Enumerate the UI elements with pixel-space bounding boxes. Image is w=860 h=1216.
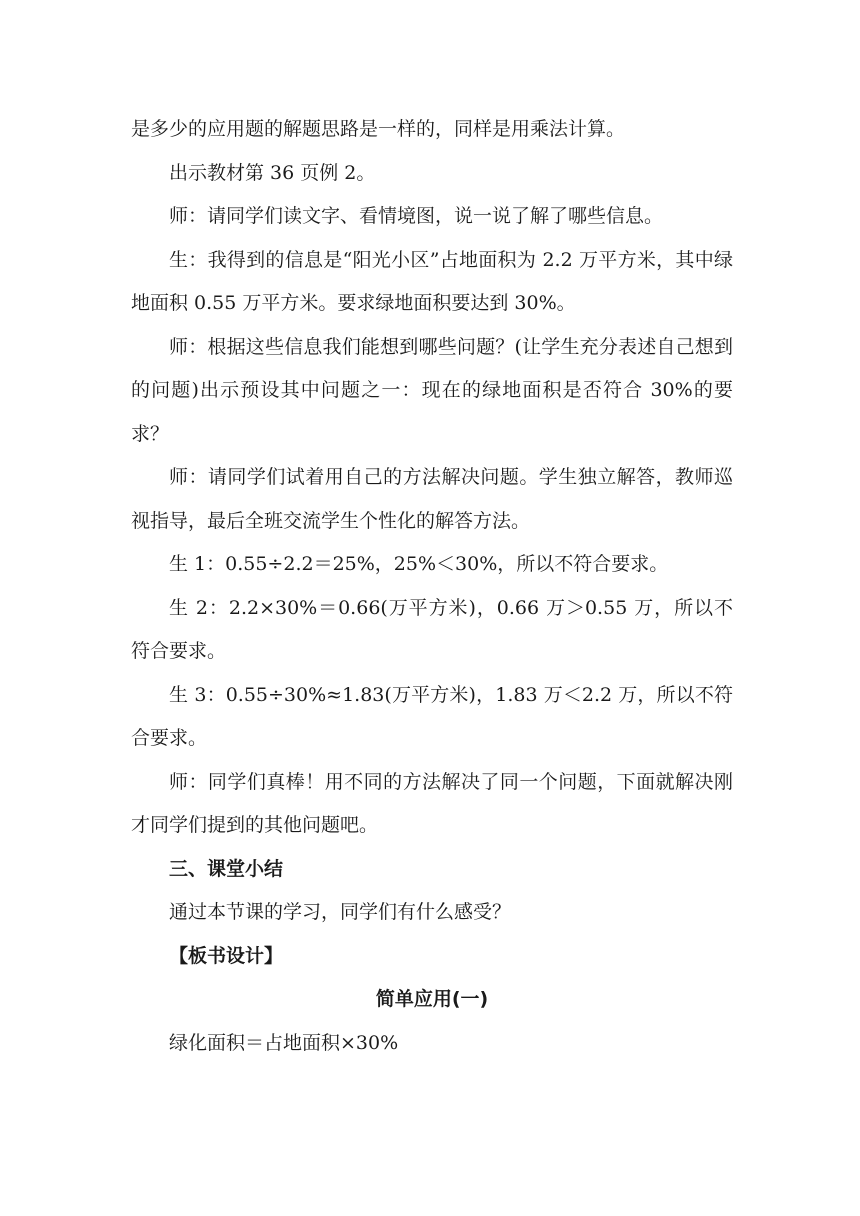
- document-page: [131, 108, 733, 1065]
- paragraph-teacher-question: 师：根据这些信息我们能想到哪些问题？(让学生充分表述自己想到的问题)出示预设其中问题之一：现在的绿地面积是否符合 30%的要求？: [131, 335, 733, 445]
- paragraph-textbook-example: 出示教材第 36 页例 2。: [169, 161, 376, 184]
- paragraph-student-info: 生：我得到的信息是“阳光小区”占地面积为 2.2 万平方米，其中绿地面积 0.55 万平方米。要求绿地面积要达到 30%。: [131, 248, 733, 314]
- board-design-heading: 【板书设计】: [169, 944, 284, 967]
- summary-question: 通过本节课的学习，同学们有什么感受？: [169, 901, 512, 923]
- paragraph-continuation: 是多少的应用题的解题思路是一样的，同样是用乘法计算。: [131, 118, 626, 140]
- paragraph-student-3: 生 3：0.55÷30%≈1.83(万平方米)，1.83 万＜2.2 万，所以不符合要求。: [131, 683, 733, 749]
- board-title: 简单应用(一): [375, 988, 489, 1010]
- paragraph-student-2: 生 2：2.2×30%＝0.66(万平方米)，0.66 万＞0.55 万，所以不符合要求。: [131, 596, 733, 662]
- paragraph-teacher-praise: 师：同学们真棒！用不同的方法解决了同一个问题，下面就解决刚才同学们提到的其他问题吧。: [131, 770, 733, 836]
- paragraph-teacher-prompt: 师：请同学们读文字、看情境图，说一说了解了哪些信息。: [169, 205, 664, 227]
- paragraph-student-1: 生 1：0.55÷2.2＝25%，25%＜30%，所以不符合要求。: [169, 553, 669, 575]
- section-heading: 三、课堂小结: [169, 857, 284, 880]
- board-formula: 绿化面积＝占地面积×30%: [169, 1031, 399, 1054]
- paragraph-teacher-instruction: 师：请同学们试着用自己的方法解决问题。学生独立解答，教师巡视指导，最后全班交流学生个性化的解答方法。: [131, 466, 733, 532]
